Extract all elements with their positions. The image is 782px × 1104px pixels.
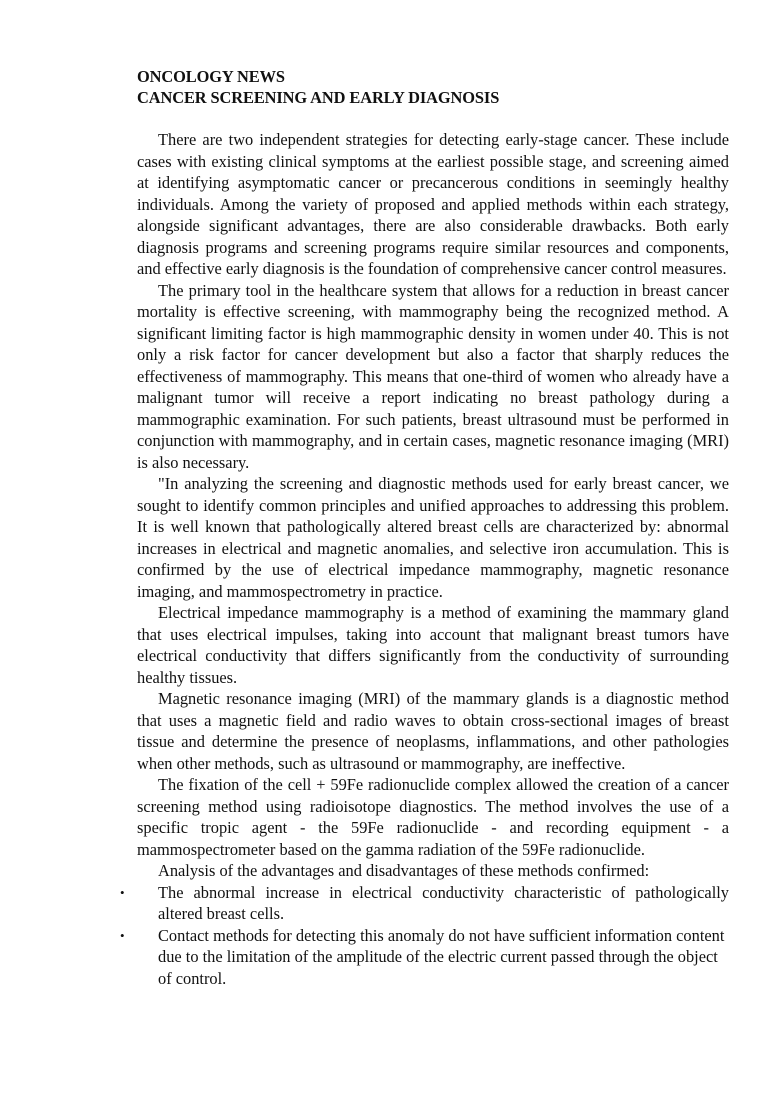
analysis-intro: Analysis of the advantages and disadvantages of these methods confirmed: xyxy=(158,861,650,880)
document-page xyxy=(120,66,729,989)
list-item xyxy=(120,882,729,925)
bullet-icon: • xyxy=(120,884,125,900)
paragraph-radionuclide: The fixation of the cell + 59Fe radionuclide complex allowed the creation of a cancer screening method using radioisotope diagnostics. The method involves the use of a specific tropic agent - the 59Fe radionuclide - and recording equipment - a mammospectrometer based on the gamma radiation of the 59Fe radionuclide. xyxy=(137,775,729,859)
bullet-icon: • xyxy=(120,927,125,943)
findings-list xyxy=(120,882,729,990)
list-item-text: Contact methods for detecting this anomaly do not have sufficient information content due to the limitation of the amplitude of the electric current passed through the object of control. xyxy=(158,925,725,988)
paragraph-analysis: "In analyzing the screening and diagnostic methods used for early breast cancer, we sought to identify common principles and unified approaches to addressing this problem. It is well known that pathologically altered breast cells are characterized by: abnormal increases in electrical and magnetic anomalies, and selective iron accumulation. This is confirmed by the use of electrical impedance mammography, magnetic resonance imaging, and mammospectrometry in practice. xyxy=(137,474,729,601)
heading-block xyxy=(137,66,729,108)
list-item-text: The abnormal increase in electrical conductivity characteristic of pathologically altered breast cells. xyxy=(158,882,729,923)
document-title: CANCER SCREENING AND EARLY DIAGNOSIS xyxy=(137,88,500,107)
paragraph-mri: Magnetic resonance imaging (MRI) of the mammary glands is a diagnostic method that uses a magnetic field and radio waves to obtain cross-sectional images of breast tissue and determine the presence of neoplasms, inflammations, and other pathologies when other methods, such as ultrasound or mammography, are ineffective. xyxy=(137,689,729,773)
paragraph-mammography: The primary tool in the healthcare system that allows for a reduction in breast cancer mortality is effective screening, with mammography being the recognized method. A significant limiting factor is high mammographic density in women under 40. This is not only a risk factor for cancer development but also a factor that sharply reduces the effectiveness of mammography. This means that one-third of women who already have a malignant tumor will receive a report indicating no breast pathology during a mammographic examination. For such patients, breast ultrasound must be performed in conjunction with mammography, and in certain cases, magnetic resonance imaging (MRI) is also necessary. xyxy=(137,280,729,472)
list-item xyxy=(120,925,729,990)
paragraph-strategies: There are two independent strategies for detecting early-stage cancer. These include cases with existing clinical symptoms at the earliest possible stage, and screening aimed at identifying asymptomatic cancer or precancerous conditions in seemingly healthy individuals. Among the variety of proposed and applied methods within each strategy, alongside significant advantages, there are also considerable drawbacks. Both early diagnosis programs and screening programs require similar resources and components, and effective early diagnosis is the foundation of comprehensive cancer control measures. xyxy=(137,130,729,278)
paragraph-impedance: Electrical impedance mammography is a method of examining the mammary gland that uses electrical impulses, taking into account that malignant breast tumors have electrical conductivity that differs significantly from the conductivity of surrounding healthy tissues. xyxy=(137,603,729,687)
section-label: ONCOLOGY NEWS xyxy=(137,67,285,86)
